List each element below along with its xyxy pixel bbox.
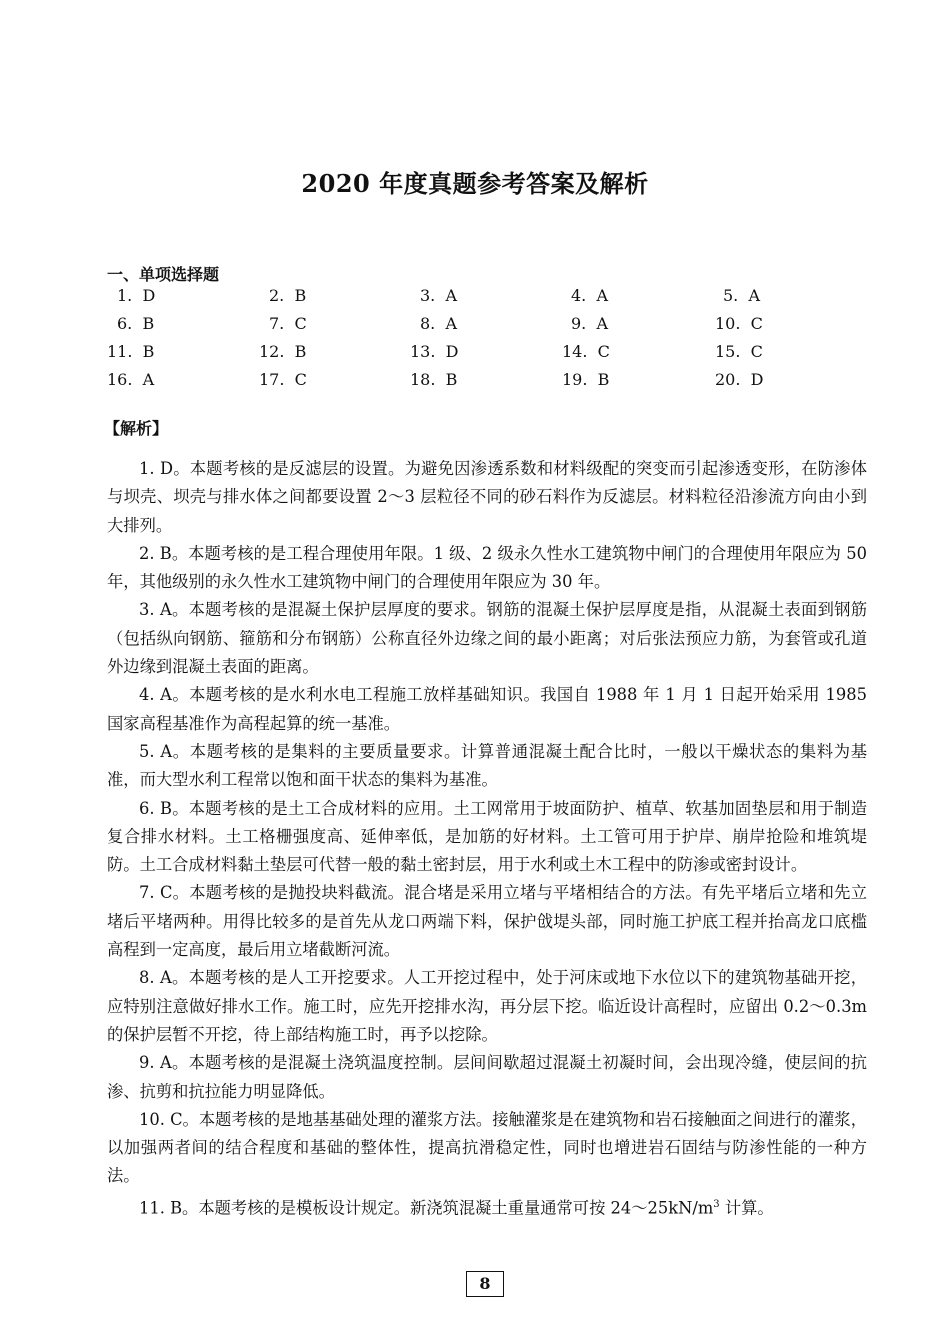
page-title: 2020 年度真题参考答案及解析 <box>301 169 649 198</box>
analysis-paragraph: 9. A。本题考核的是混凝土浇筑温度控制。层间间歇超过混凝土初凝时间，会出现冷缝，使层间的抗渗、抗剪和抗拉能力明显降低。 <box>107 1053 867 1101</box>
answer-item: 3. A <box>420 286 457 305</box>
answer-row <box>107 370 807 398</box>
analysis-paragraph: 4. A。本题考核的是水利水电工程施工放样基础知识。我国自 1988 年 1 月 1 日起开始采用 1985 国家高程基准作为高程起算的统一基准。 <box>107 685 867 733</box>
analysis-paragraph: 5. A。本题考核的是集料的主要质量要求。计算普通混凝土配合比时，一般以干燥状态的集料为基准，而大型水利工程常以饱和面干状态的集料为基准。 <box>107 741 867 790</box>
answer-row <box>107 342 807 370</box>
analysis-heading: 【解析】 <box>104 419 169 438</box>
answer-item: 15. C <box>715 342 763 361</box>
analysis-paragraph: 10. C。本题考核的是地基基础处理的灌浆方法。接触灌浆是在建筑物和岩石接触面之间进行的灌浆，以加强两者间的结合程度和基础的整体性，提高抗滑稳定性，同时也增进岩石固结与防渗性能的一种方法。 <box>107 1109 867 1186</box>
analysis-paragraph: 1. D。本题考核的是反滤层的设置。为避免因渗透系数和材料级配的突变而引起渗透变形，在防渗体与坝壳、坝壳与排水体之间都要设置 2～3 层粒径不同的砂石料作为反滤层。材料粒径沿渗流方向由小到大排列。 <box>107 459 867 535</box>
answer-item: 8. A <box>420 314 457 333</box>
answer-table <box>107 286 807 398</box>
answer-item: 12. B <box>259 342 307 361</box>
answer-row <box>107 314 807 342</box>
section-heading: 一、单项选择题 <box>107 265 220 284</box>
answer-item: 9. A <box>571 314 608 333</box>
answer-item: 19. B <box>562 370 610 389</box>
answer-item: 13. D <box>410 342 459 361</box>
answer-item: 7. C <box>269 314 307 333</box>
analysis-paragraph: 7. C。本题考核的是抛投块料截流。混合堵是采用立堵与平堵相结合的方法。有先平堵后立堵和先立堵后平堵两种。用得比较多的是首先从龙口两端下料，保护戗堤头部，同时施工护底工程并抬高龙口底槛高程到一定高度，最后用立堵截断河流。 <box>107 883 867 960</box>
analysis-paragraph: 8. A。本题考核的是人工开挖要求。人工开挖过程中，处于河床或地下水位以下的建筑物基础开挖，应特别注意做好排水工作。施工时，应先开挖排水沟，再分层下挖。临近设计高程时，应留出 0.2～0.3m 的保护层暂不开挖，待上部结构施工时，再予以挖除。 <box>107 968 867 1044</box>
answer-item: 18. B <box>410 370 458 389</box>
analysis-body <box>107 455 867 1222</box>
last-paragraph-text: 11. B。本题考核的是模板设计规定。新浇筑混凝土重量通常可按 24～25kN/m <box>139 1198 714 1218</box>
answer-item: 5. A <box>723 286 760 305</box>
answer-item: 6. B <box>117 314 155 333</box>
page-number: 8 <box>466 1271 504 1297</box>
answer-item: 1. D <box>117 286 156 305</box>
answer-item: 11. B <box>107 342 155 361</box>
analysis-paragraph-last <box>107 1191 867 1223</box>
answer-item: 10. C <box>715 314 763 333</box>
answer-item: 20. D <box>715 370 764 389</box>
analysis-paragraph: 2. B。本题考核的是工程合理使用年限。1 级、2 级永久性水工建筑物中闸门的合理使用年限应为 50 年，其他级别的永久性水工建筑物中闸门的合理使用年限应为 30 年。 <box>107 543 867 592</box>
answer-item: 2. B <box>269 286 307 305</box>
answer-row <box>107 286 807 314</box>
last-paragraph-tail: 计算。 <box>719 1198 774 1218</box>
answer-item: 4. A <box>571 286 608 305</box>
answer-item: 16. A <box>107 370 155 389</box>
analysis-paragraph: 3. A。本题考核的是混凝土保护层厚度的要求。钢筋的混凝土保护层厚度是指，从混凝土表面到钢筋（包括纵向钢筋、箍筋和分布钢筋）公称直径外边缘之间的最小距离；对后张法预应力筋，为套管或孔道外边缘到混凝土表面的距离。 <box>107 600 867 677</box>
answer-item: 14. C <box>562 342 610 361</box>
answer-item: 17. C <box>259 370 307 389</box>
analysis-paragraph: 6. B。本题考核的是土工合成材料的应用。土工网常用于坡面防护、植草、软基加固垫层和用于制造复合排水材料。土工格栅强度高、延伸率低，是加筋的好材料。土工管可用于护岸、崩岸抢险和堆筑堤防。土工合成材料黏土垫层可代替一般的黏土密封层，用于水利或土木工程中的防渗或密封设计。 <box>107 798 867 875</box>
superscript-exponent: 3 <box>713 1198 720 1210</box>
